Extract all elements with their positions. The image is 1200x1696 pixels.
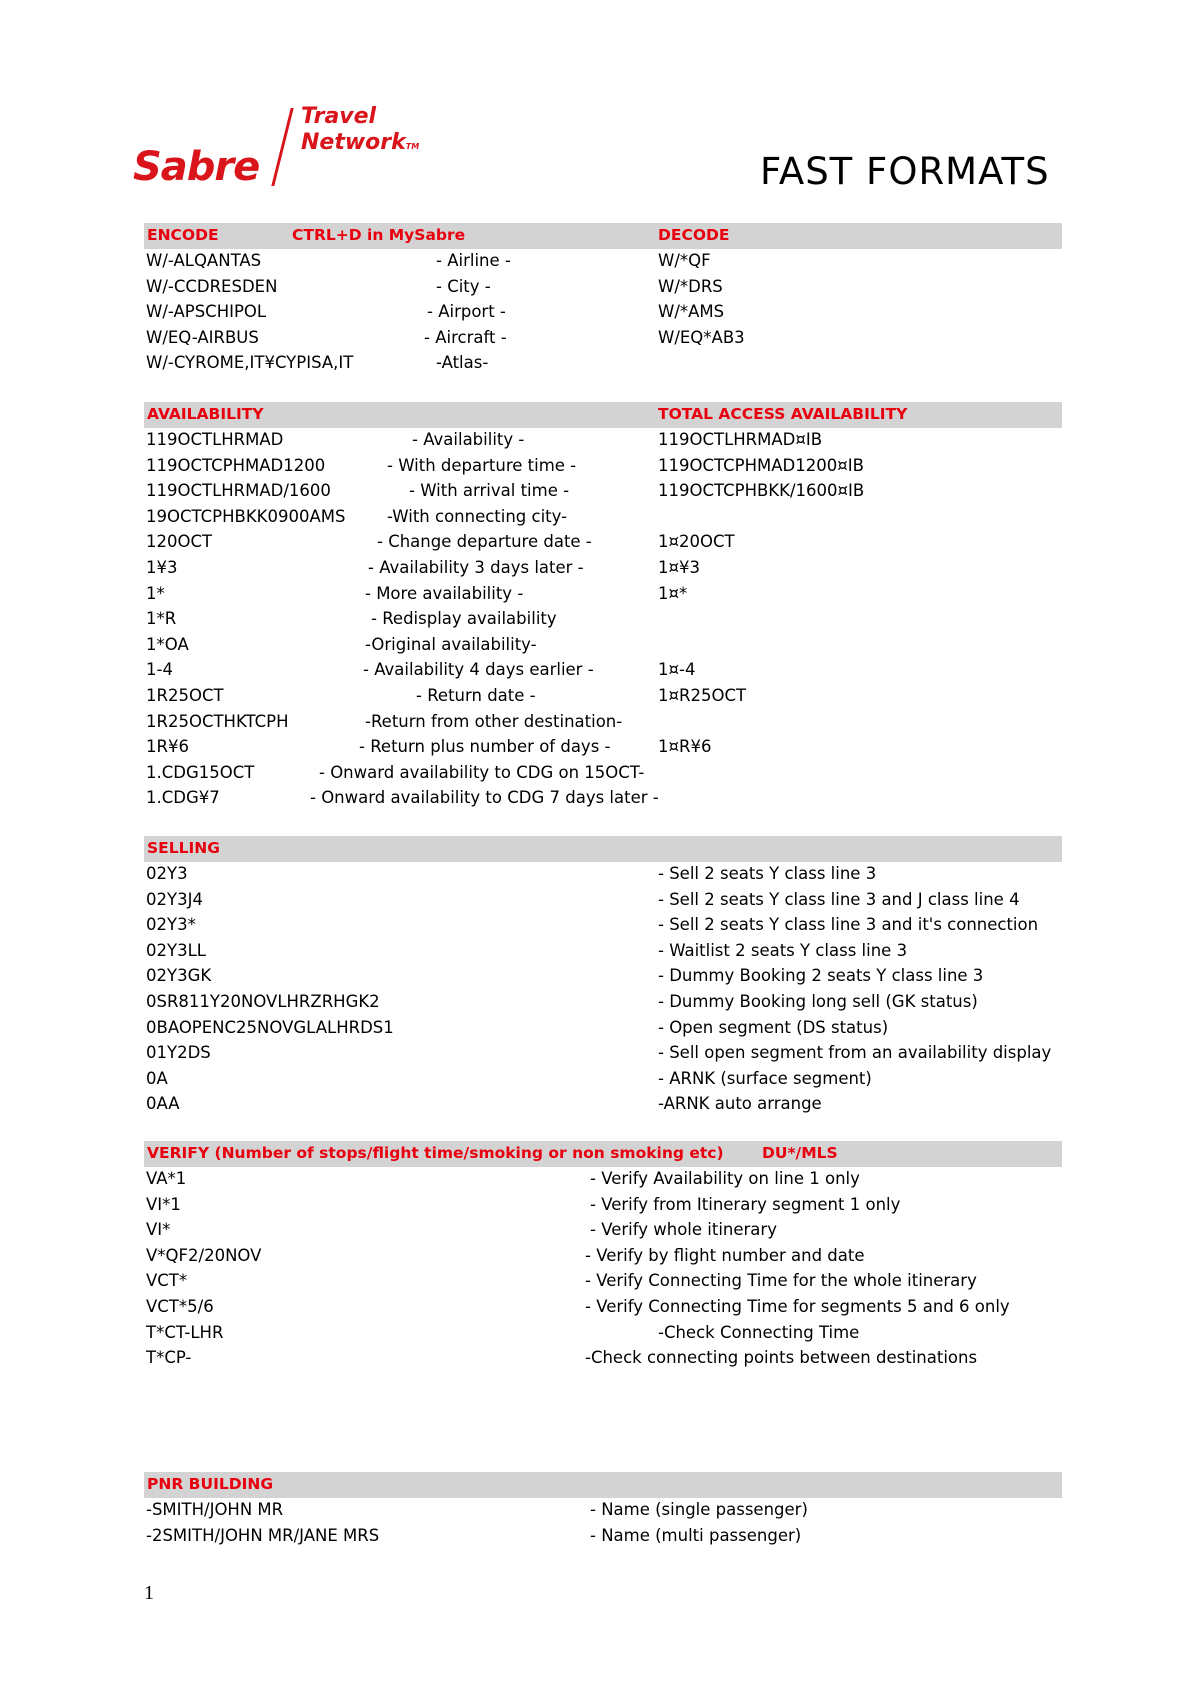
pnr-heading: PNR BUILDING	[147, 1475, 274, 1493]
selling-header	[144, 836, 1062, 862]
verify-description: - Verify Connecting Time for the whole itinerary	[585, 1271, 977, 1291]
verify-description: - Verify Availability on line 1 only	[590, 1169, 860, 1188]
verify-format: T*CP-	[146, 1348, 192, 1368]
selling-format: 0A	[146, 1068, 168, 1088]
selling-row	[144, 939, 1062, 965]
verify-row	[144, 1244, 1062, 1270]
selling-format: 02Y3J4	[146, 889, 203, 909]
availability-description: -Original availability-	[365, 634, 537, 654]
availability-description: - Availability -	[412, 430, 525, 449]
verify-du-heading: DU*/MLS	[762, 1144, 838, 1162]
verify-section	[144, 1141, 1062, 1372]
availability-format: 119OCTCPHMAD1200	[146, 455, 326, 475]
availability-row	[144, 735, 1062, 761]
verify-format: VCT*	[146, 1271, 188, 1291]
selling-description: - ARNK (surface segment)	[658, 1068, 872, 1088]
verify-format: VA*1	[146, 1169, 187, 1188]
page-number: 1	[144, 1582, 154, 1604]
verify-format: VI*	[146, 1220, 171, 1240]
total-access-format: 1¤*	[658, 583, 688, 603]
selling-format: 0SR811Y20NOVLHRZRHGK2	[146, 991, 380, 1011]
verify-row	[144, 1218, 1062, 1244]
availability-description: - Redisplay availability	[371, 609, 557, 629]
verify-description: - Verify from Itinerary segment 1 only	[590, 1194, 901, 1214]
availability-format: 1R25OCTHKTCPH	[146, 711, 289, 731]
encode-description: - Airport -	[427, 302, 506, 322]
selling-row	[144, 1067, 1062, 1093]
availability-row	[144, 684, 1062, 710]
pnr-row	[144, 1498, 1062, 1524]
verify-description: - Verify Connecting Time for segments 5 and 6 only	[585, 1296, 1010, 1316]
decode-format: W/*DRS	[658, 276, 723, 296]
availability-row	[144, 556, 1062, 582]
selling-description: - Dummy Booking long sell (GK status)	[658, 991, 978, 1011]
encode-format: W/-APSCHIPOL	[146, 302, 267, 322]
availability-format: 1*OA	[146, 634, 189, 654]
availability-row	[144, 607, 1062, 633]
encode-description: -Atlas-	[436, 353, 489, 373]
encode-format: W/EQ-AIRBUS	[146, 327, 259, 347]
selling-row	[144, 1016, 1062, 1042]
total-access-format: 1¤R25OCT	[658, 685, 747, 705]
availability-section	[144, 402, 1062, 812]
availability-header	[144, 402, 1062, 428]
selling-description: - Sell 2 seats Y class line 3 and it's connection	[658, 915, 1039, 935]
selling-row	[144, 964, 1062, 990]
encode-format: W/-CYROME,IT¥CYPISA,IT	[146, 353, 354, 373]
selling-description: - Waitlist 2 seats Y class line 3	[658, 940, 908, 960]
availability-format: 1R¥6	[146, 737, 189, 757]
verify-description: - Verify whole itinerary	[590, 1220, 777, 1240]
verify-heading: VERIFY (Number of stops/flight time/smoking or non smoking etc)	[147, 1144, 724, 1162]
availability-description: - Onward availability to CDG 7 days later -	[310, 788, 659, 808]
availability-description: - Change departure date -	[377, 532, 592, 552]
selling-description: - Sell open segment from an availability display	[658, 1043, 1052, 1063]
selling-format: 02Y3	[146, 864, 188, 883]
selling-format: 0AA	[146, 1094, 180, 1114]
verify-format: VCT*5/6	[146, 1296, 214, 1316]
logo-slash	[271, 108, 293, 186]
selling-row	[144, 1092, 1062, 1118]
encode-row	[144, 326, 1062, 352]
encode-header	[144, 223, 1062, 249]
verify-description: -Check Connecting Time	[658, 1322, 860, 1342]
verify-format: V*QF2/20NOV	[146, 1245, 262, 1265]
selling-heading: SELLING	[147, 839, 220, 857]
availability-description: -With connecting city-	[387, 506, 568, 526]
pnr-format: -SMITH/JOHN MR	[146, 1500, 284, 1519]
availability-format: 1-4	[146, 660, 173, 680]
encode-row	[144, 275, 1062, 301]
selling-description: - Dummy Booking 2 seats Y class line 3	[658, 966, 984, 986]
availability-row	[144, 582, 1062, 608]
decode-format: W/EQ*AB3	[658, 327, 745, 347]
selling-row	[144, 1041, 1062, 1067]
pnr-section	[144, 1472, 1062, 1549]
total-access-format: 119OCTCPHMAD1200¤IB	[658, 455, 864, 475]
selling-row	[144, 990, 1062, 1016]
availability-format: 19OCTCPHBKK0900AMS	[146, 506, 346, 526]
selling-row	[144, 913, 1062, 939]
availability-format: 1¥3	[146, 557, 178, 577]
availability-description: - Availability 3 days later -	[368, 557, 584, 577]
encode-row	[144, 351, 1062, 377]
pnr-header	[144, 1472, 1062, 1498]
verify-format: T*CT-LHR	[146, 1322, 224, 1342]
availability-row	[144, 479, 1062, 505]
selling-description: -ARNK auto arrange	[658, 1094, 822, 1114]
verify-format: VI*1	[146, 1194, 181, 1214]
availability-format: 1.CDG¥7	[146, 788, 220, 808]
logo-text	[301, 104, 419, 160]
sabre-travel-network-logo	[133, 104, 433, 194]
availability-row	[144, 786, 1062, 812]
logo-tm: TM	[405, 142, 420, 151]
verify-row	[144, 1269, 1062, 1295]
availability-format: 1*R	[146, 609, 177, 629]
encode-description: - Aircraft -	[424, 327, 507, 347]
availability-heading: AVAILABILITY	[147, 405, 264, 423]
selling-format: 02Y3LL	[146, 940, 206, 960]
availability-row	[144, 633, 1062, 659]
pnr-description: - Name (multi passenger)	[590, 1525, 802, 1545]
page-title: FAST FORMATS	[760, 150, 1050, 193]
total-access-format: 1¤-4	[658, 660, 696, 680]
total-access-format: 119OCTCPHBKK/1600¤IB	[658, 481, 865, 501]
pnr-format: -2SMITH/JOHN MR/JANE MRS	[146, 1525, 380, 1545]
availability-row	[144, 505, 1062, 531]
verify-row	[144, 1321, 1062, 1347]
total-access-format: 1¤20OCT	[658, 532, 735, 552]
logo-line2: Network	[301, 130, 406, 155]
availability-description: - More availability -	[365, 583, 524, 603]
verify-row	[144, 1167, 1062, 1193]
selling-format: 0BAOPENC25NOVGLALHRDS1	[146, 1017, 394, 1037]
decode-heading: DECODE	[658, 226, 730, 244]
selling-description: - Sell 2 seats Y class line 3	[658, 864, 877, 883]
availability-description: -Return from other destination-	[365, 711, 623, 731]
selling-row	[144, 888, 1062, 914]
encode-heading: ENCODE	[147, 226, 219, 244]
logo-brand: Sabre	[133, 144, 260, 190]
availability-row	[144, 761, 1062, 787]
verify-description: - Verify by flight number and date	[585, 1245, 865, 1265]
selling-format: 02Y3GK	[146, 966, 212, 986]
encode-row	[144, 300, 1062, 326]
ctrl-d-heading: CTRL+D in MySabre	[292, 226, 466, 244]
verify-row	[144, 1346, 1062, 1372]
availability-format: 119OCTLHRMAD/1600	[146, 481, 331, 501]
selling-format: 01Y2DS	[146, 1043, 211, 1063]
encode-format: W/-CCDRESDEN	[146, 276, 278, 296]
pnr-row	[144, 1524, 1062, 1550]
availability-description: - With arrival time -	[409, 481, 570, 501]
availability-description: - Availability 4 days earlier -	[363, 660, 594, 680]
total-access-format: 1¤¥3	[658, 557, 700, 577]
total-access-heading: TOTAL ACCESS AVAILABILITY	[658, 405, 908, 423]
availability-format: 1.CDG15OCT	[146, 762, 255, 782]
availability-row	[144, 530, 1062, 556]
availability-format: 119OCTLHRMAD	[146, 430, 284, 449]
selling-description: - Sell 2 seats Y class line 3 and J class line 4	[658, 889, 1020, 909]
verify-row	[144, 1295, 1062, 1321]
encode-format: W/-ALQANTAS	[146, 251, 262, 270]
availability-format: 1*	[146, 583, 165, 603]
total-access-format: 119OCTLHRMAD¤IB	[658, 430, 823, 449]
decode-format: W/*AMS	[658, 302, 725, 322]
encode-row	[144, 249, 1062, 275]
total-access-format: 1¤R¥6	[658, 737, 712, 757]
selling-row	[144, 862, 1062, 888]
verify-row	[144, 1193, 1062, 1219]
availability-format: 1R25OCT	[146, 685, 224, 705]
selling-description: - Open segment (DS status)	[658, 1017, 889, 1037]
availability-row	[144, 454, 1062, 480]
logo-line1: Travel	[301, 104, 377, 129]
decode-format: W/*QF	[658, 251, 711, 270]
availability-format: 120OCT	[146, 532, 213, 552]
encode-section	[144, 223, 1062, 377]
selling-format: 02Y3*	[146, 915, 196, 935]
availability-description: - Onward availability to CDG on 15OCT-	[319, 762, 645, 782]
pnr-description: - Name (single passenger)	[590, 1500, 808, 1519]
availability-row	[144, 658, 1062, 684]
verify-header	[144, 1141, 1062, 1167]
availability-row	[144, 428, 1062, 454]
verify-description: -Check connecting points between destinations	[585, 1348, 978, 1368]
selling-section	[144, 836, 1062, 1118]
encode-description: - Airline -	[436, 251, 511, 270]
encode-description: - City -	[436, 276, 491, 296]
availability-description: - With departure time -	[387, 455, 577, 475]
availability-row	[144, 710, 1062, 736]
availability-description: - Return date -	[416, 685, 536, 705]
availability-description: - Return plus number of days -	[359, 737, 611, 757]
